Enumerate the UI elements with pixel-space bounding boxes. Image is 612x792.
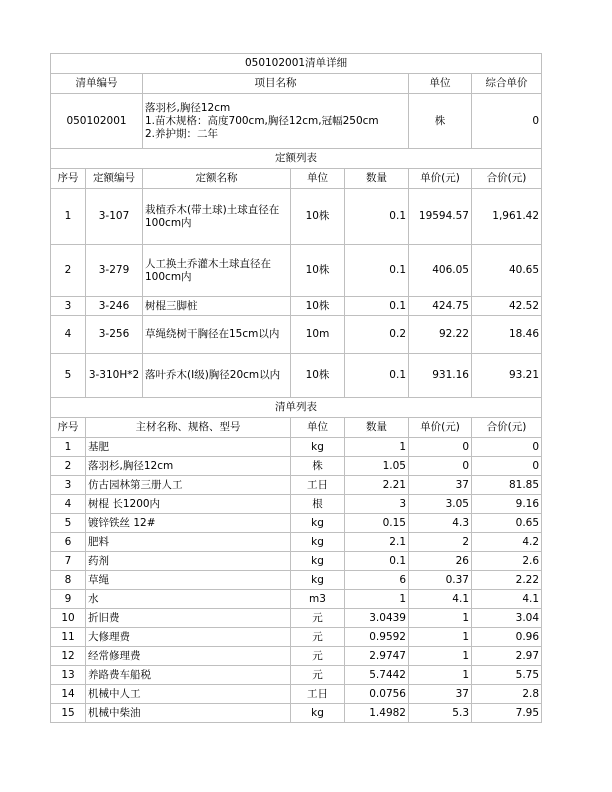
quota-total: 18.46	[472, 316, 542, 354]
material-no: 13	[51, 666, 86, 685]
material-unit: 根	[291, 495, 345, 514]
quota-qty: 0.1	[345, 354, 409, 398]
quota-list	[51, 189, 542, 398]
material-total: 2.6	[472, 552, 542, 571]
quota-no: 1	[51, 189, 86, 245]
bill-unit: 株	[409, 94, 472, 149]
material-name: 镀锌铁丝 12#	[86, 514, 291, 533]
material-row	[51, 495, 542, 514]
quota-price-header: 单价(元)	[409, 169, 472, 189]
quota-name: 树棍三脚桩	[143, 297, 291, 316]
material-row	[51, 685, 542, 704]
bill-price-header: 综合单价	[472, 74, 542, 94]
material-qty: 1	[345, 590, 409, 609]
quota-unit: 10株	[291, 189, 345, 245]
material-unit: 元	[291, 609, 345, 628]
bill-name-line: 落羽杉,胸径12cm	[145, 101, 231, 114]
bill-name-line: 1.苗木规格：高度700cm,胸径12cm,冠幅250cm	[145, 114, 379, 127]
material-no: 14	[51, 685, 86, 704]
material-qty: 1.4982	[345, 704, 409, 723]
material-qty: 0.9592	[345, 628, 409, 647]
material-row	[51, 571, 542, 590]
material-name: 落羽杉,胸径12cm	[86, 457, 291, 476]
quota-qty: 0.1	[345, 245, 409, 297]
material-no: 3	[51, 476, 86, 495]
quota-total: 1,961.42	[472, 189, 542, 245]
material-unit: 工日	[291, 685, 345, 704]
quota-no: 2	[51, 245, 86, 297]
material-row	[51, 704, 542, 723]
material-price: 1	[409, 628, 472, 647]
quota-price: 406.05	[409, 245, 472, 297]
quota-code: 3-246	[86, 297, 143, 316]
material-name: 经常修理费	[86, 647, 291, 666]
quota-no: 3	[51, 297, 86, 316]
material-qty: 6	[345, 571, 409, 590]
material-no: 7	[51, 552, 86, 571]
material-price: 0	[409, 438, 472, 457]
material-name: 草绳	[86, 571, 291, 590]
quota-code: 3-107	[86, 189, 143, 245]
page-title: 050102001清单详细	[51, 54, 542, 74]
bill-name-header: 项目名称	[143, 74, 409, 94]
material-section-title: 清单列表	[51, 398, 542, 418]
bill-name-line: 2.养护期：二年	[145, 127, 219, 140]
material-price: 1	[409, 609, 472, 628]
quota-name: 落叶乔木(I级)胸径20cm以内	[143, 354, 291, 398]
quota-code: 3-279	[86, 245, 143, 297]
material-row	[51, 552, 542, 571]
material-name: 大修理费	[86, 628, 291, 647]
quota-qty-header: 数量	[345, 169, 409, 189]
material-total: 0	[472, 438, 542, 457]
material-no: 5	[51, 514, 86, 533]
material-row	[51, 609, 542, 628]
quota-unit-header: 单位	[291, 169, 345, 189]
bill-code: 050102001	[51, 94, 143, 149]
material-price: 26	[409, 552, 472, 571]
material-unit: kg	[291, 533, 345, 552]
quota-unit: 10株	[291, 297, 345, 316]
material-name: 基肥	[86, 438, 291, 457]
quota-name: 栽植乔木(带土球)土球直径在100cm内	[143, 189, 291, 245]
material-qty: 0.0756	[345, 685, 409, 704]
quota-code: 3-256	[86, 316, 143, 354]
material-total: 5.75	[472, 666, 542, 685]
material-row	[51, 647, 542, 666]
quota-total: 42.52	[472, 297, 542, 316]
material-price: 1	[409, 647, 472, 666]
material-unit: 元	[291, 628, 345, 647]
material-price: 4.1	[409, 590, 472, 609]
material-unit: kg	[291, 552, 345, 571]
material-row	[51, 533, 542, 552]
quota-price: 92.22	[409, 316, 472, 354]
quota-name-header: 定额名称	[143, 169, 291, 189]
material-qty: 3.0439	[345, 609, 409, 628]
bill-row	[51, 94, 542, 149]
quota-row	[51, 354, 542, 398]
material-qty: 2.21	[345, 476, 409, 495]
material-total: 7.95	[472, 704, 542, 723]
material-qty: 2.1	[345, 533, 409, 552]
material-unit: m3	[291, 590, 345, 609]
material-price: 5.3	[409, 704, 472, 723]
quota-no: 4	[51, 316, 86, 354]
material-name: 树棍 长1200内	[86, 495, 291, 514]
material-name-header: 主材名称、规格、型号	[86, 418, 291, 438]
material-name: 药剂	[86, 552, 291, 571]
material-total: 0	[472, 457, 542, 476]
quota-qty: 0.2	[345, 316, 409, 354]
material-no: 11	[51, 628, 86, 647]
material-total: 0.65	[472, 514, 542, 533]
material-unit: kg	[291, 571, 345, 590]
material-qty: 2.9747	[345, 647, 409, 666]
material-total: 2.22	[472, 571, 542, 590]
quota-row	[51, 297, 542, 316]
quota-total: 93.21	[472, 354, 542, 398]
material-list	[51, 438, 542, 723]
material-unit: kg	[291, 438, 345, 457]
material-no: 10	[51, 609, 86, 628]
material-row	[51, 666, 542, 685]
material-price: 37	[409, 685, 472, 704]
material-row	[51, 628, 542, 647]
quota-no: 5	[51, 354, 86, 398]
material-no: 15	[51, 704, 86, 723]
material-no: 8	[51, 571, 86, 590]
material-name: 仿古园林第三册人工	[86, 476, 291, 495]
bill-unit-header: 单位	[409, 74, 472, 94]
quota-unit: 10株	[291, 354, 345, 398]
quota-header-row	[51, 169, 542, 189]
material-header-row	[51, 418, 542, 438]
material-price: 2	[409, 533, 472, 552]
material-total: 81.85	[472, 476, 542, 495]
bill-price: 0	[472, 94, 542, 149]
quota-code: 3-310H*2	[86, 354, 143, 398]
material-qty: 0.15	[345, 514, 409, 533]
quota-row	[51, 245, 542, 297]
material-row	[51, 590, 542, 609]
quota-row	[51, 316, 542, 354]
material-no-header: 序号	[51, 418, 86, 438]
quota-unit: 10m	[291, 316, 345, 354]
quota-qty: 0.1	[345, 189, 409, 245]
material-unit: kg	[291, 514, 345, 533]
material-price: 0.37	[409, 571, 472, 590]
material-price: 37	[409, 476, 472, 495]
material-qty: 3	[345, 495, 409, 514]
quota-total-header: 合价(元)	[472, 169, 542, 189]
material-qty-header: 数量	[345, 418, 409, 438]
material-unit-header: 单位	[291, 418, 345, 438]
bill-header-row	[51, 74, 542, 94]
quota-price: 931.16	[409, 354, 472, 398]
material-no: 9	[51, 590, 86, 609]
material-total: 4.2	[472, 533, 542, 552]
material-total-header: 合价(元)	[472, 418, 542, 438]
material-total: 3.04	[472, 609, 542, 628]
material-qty: 0.1	[345, 552, 409, 571]
material-qty: 5.7442	[345, 666, 409, 685]
quota-price: 19594.57	[409, 189, 472, 245]
bill-detail-table	[50, 53, 542, 723]
material-row	[51, 514, 542, 533]
material-no: 2	[51, 457, 86, 476]
material-unit: kg	[291, 704, 345, 723]
quota-section-title: 定额列表	[51, 149, 542, 169]
material-total: 4.1	[472, 590, 542, 609]
material-no: 1	[51, 438, 86, 457]
quota-row	[51, 189, 542, 245]
material-unit: 工日	[291, 476, 345, 495]
material-name: 肥料	[86, 533, 291, 552]
quota-price: 424.75	[409, 297, 472, 316]
material-row	[51, 476, 542, 495]
material-total: 2.97	[472, 647, 542, 666]
quota-code-header: 定额编号	[86, 169, 143, 189]
quota-no-header: 序号	[51, 169, 86, 189]
quota-unit: 10株	[291, 245, 345, 297]
material-name: 折旧费	[86, 609, 291, 628]
material-price: 3.05	[409, 495, 472, 514]
material-unit: 元	[291, 666, 345, 685]
material-unit: 株	[291, 457, 345, 476]
quota-qty: 0.1	[345, 297, 409, 316]
material-row	[51, 457, 542, 476]
bill-code-header: 清单编号	[51, 74, 143, 94]
material-total: 0.96	[472, 628, 542, 647]
material-total: 9.16	[472, 495, 542, 514]
material-price-header: 单价(元)	[409, 418, 472, 438]
material-name: 养路费车船税	[86, 666, 291, 685]
material-no: 4	[51, 495, 86, 514]
material-qty: 1	[345, 438, 409, 457]
bill-name	[143, 94, 409, 149]
material-qty: 1.05	[345, 457, 409, 476]
quota-total: 40.65	[472, 245, 542, 297]
quota-name: 草绳绕树干胸径在15cm以内	[143, 316, 291, 354]
material-row	[51, 438, 542, 457]
material-unit: 元	[291, 647, 345, 666]
material-name: 机械中柴油	[86, 704, 291, 723]
quota-name: 人工换土乔灌木土球直径在100cm内	[143, 245, 291, 297]
material-name: 机械中人工	[86, 685, 291, 704]
material-price: 4.3	[409, 514, 472, 533]
material-total: 2.8	[472, 685, 542, 704]
material-name: 水	[86, 590, 291, 609]
material-no: 6	[51, 533, 86, 552]
material-price: 0	[409, 457, 472, 476]
material-price: 1	[409, 666, 472, 685]
material-no: 12	[51, 647, 86, 666]
